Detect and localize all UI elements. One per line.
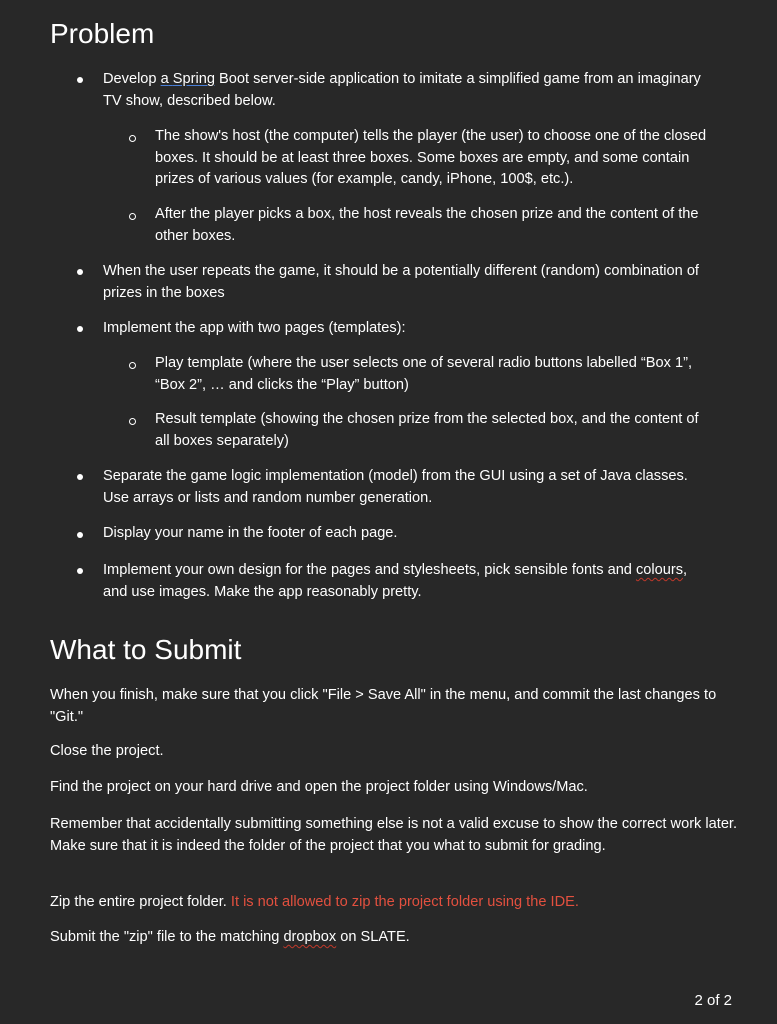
sub-bullet-host: The show's host (the computer) tells the player (the user) to choose one of the closed boxes. It should be at least three boxes. Some boxes are empty, and some contain prizes of various values (for example, candy, iPhone, 100$, etc.). bbox=[155, 128, 707, 187]
sub-bullet-icon bbox=[129, 135, 136, 142]
paragraph-zip bbox=[50, 892, 740, 914]
bullet-separate-logic: Separate the game logic implementation (model) from the GUI using a set of Java classes. Use arrays or lists and random number generation. bbox=[103, 468, 688, 506]
what-to-submit-heading: What to Submit bbox=[50, 634, 242, 665]
paragraph-close-project: Close the project. bbox=[50, 743, 164, 759]
bullet-icon bbox=[77, 532, 83, 538]
bullet-icon bbox=[77, 269, 83, 275]
sub-bullet-icon bbox=[129, 213, 136, 220]
bullet-icon bbox=[77, 326, 83, 332]
bullet-icon bbox=[77, 568, 83, 574]
paragraph-text: Submit the "zip" file to the matching bbox=[50, 929, 284, 945]
link-spring[interactable]: Spring bbox=[172, 71, 215, 87]
sub-bullet-reveal: After the player picks a box, the host reveals the chosen prize and the content of the other boxes. bbox=[155, 206, 699, 244]
bullet-repeat: When the user repeats the game, it should be a potentially different (random) combination of prizes in the boxes bbox=[103, 263, 699, 301]
spellcheck-word-colours: colours bbox=[635, 562, 684, 578]
link-a[interactable]: a bbox=[160, 71, 169, 87]
paragraph-text: Zip the entire project folder. bbox=[50, 894, 231, 910]
bullet-design bbox=[103, 560, 703, 603]
bullet-icon bbox=[77, 474, 83, 480]
bullet-text: Implement your own design for the pages and stylesheets, pick sensible fonts and bbox=[103, 562, 636, 578]
bullet-text: , and use images. Make the app reasonably pretty. bbox=[103, 562, 688, 600]
bullet-icon bbox=[77, 77, 83, 83]
problem-heading: Problem bbox=[50, 18, 155, 49]
bullet-footer-name: Display your name in the footer of each page. bbox=[103, 525, 398, 541]
bullet-text: Develop bbox=[103, 71, 161, 87]
paragraph-remember: Remember that accidentally submitting something else is not a valid excuse to show the correct work later. Make sure that it is indeed the folder of the project that you what to submit for grading. bbox=[50, 816, 738, 854]
bullet-develop bbox=[103, 69, 723, 112]
sub-bullet-icon bbox=[129, 362, 136, 369]
sub-bullet-result-template: Result template (showing the chosen prize from the selected box, and the content of all boxes separately) bbox=[155, 411, 699, 449]
page-number: 2 of 2 bbox=[694, 992, 732, 1009]
paragraph-submit-zip bbox=[50, 927, 740, 949]
sub-bullet-icon bbox=[129, 418, 136, 425]
warning-text: It is not allowed to zip the project folder using the IDE. bbox=[230, 894, 579, 910]
paragraph-text: on SLATE. bbox=[336, 929, 410, 945]
bullet-two-pages: Implement the app with two pages (templates): bbox=[103, 320, 406, 336]
paragraph-find-project: Find the project on your hard drive and open the project folder using Windows/Mac. bbox=[50, 779, 588, 795]
spellcheck-word-dropbox: dropbox bbox=[283, 929, 337, 945]
paragraph-save-all: When you finish, make sure that you click "File > Save All" in the menu, and commit the last changes to "Git." bbox=[50, 687, 717, 725]
sub-bullet-play-template: Play template (where the user selects one of several radio buttons labelled “Box 1”, “Box 2”, … and clicks the “Play” button) bbox=[155, 355, 693, 393]
bullet-text: Boot server-side application to imitate a simplified game from an imaginary TV show, described below. bbox=[103, 71, 701, 109]
